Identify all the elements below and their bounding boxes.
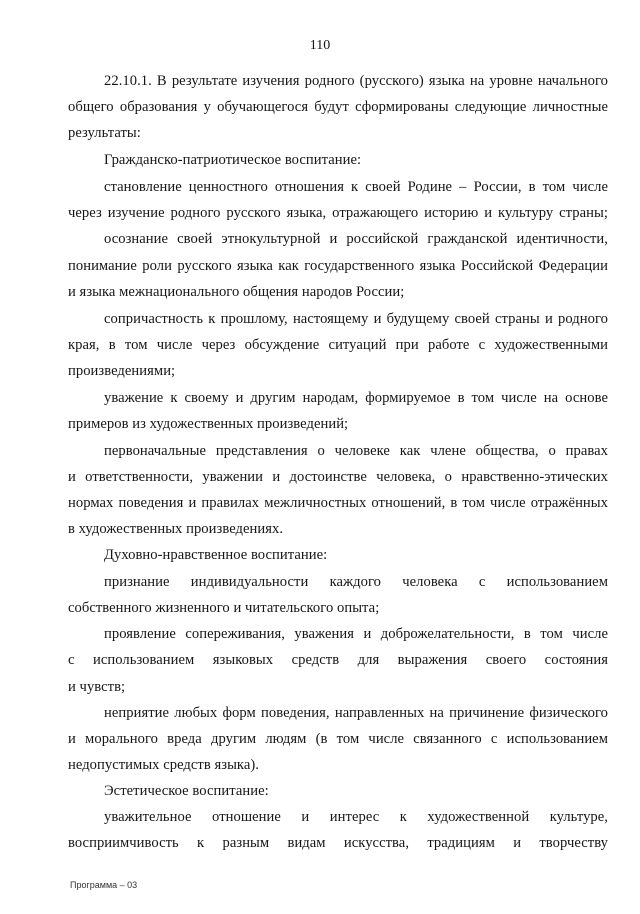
text-line: понимание роли русского языка как государственного языка Российской Федерации (68, 258, 608, 274)
text-line: 22.10.1. В результате изучения родного (русского) языка на уровне начального (104, 73, 608, 89)
text-line: уважительное отношение и интерес к художественной культуре, (104, 809, 608, 825)
text-line: недопустимых средств языка). (68, 757, 259, 773)
text-line: с использованием языковых средств для выражения своего состояния (68, 652, 608, 668)
text-line: и ответственности, уважении и достоинстве человека, о нравственно-этических (68, 469, 608, 485)
text-line: Гражданско-патриотическое воспитание: (104, 152, 362, 168)
text-line: становление ценностного отношения к своей Родине – России, в том числе (104, 179, 608, 195)
text-line: неприятие любых форм поведения, направленных на причинение физического (104, 705, 608, 721)
text-line: восприимчивость к разным видам искусства, традициям и творчеству (68, 835, 608, 851)
text-line: и языка межнационального общения народов России; (68, 284, 405, 300)
text-line: собственного жизненного и читательского опыта; (68, 600, 380, 616)
text-line: результаты: (68, 125, 141, 141)
page-number: 110 (309, 38, 331, 53)
text-line: общего образования у обучающегося будут сформированы следующие личностные (68, 99, 608, 115)
text-line: сопричастность к прошлому, настоящему и будущему своей страны и родного (104, 311, 608, 327)
page-footer: Программа – 03 (70, 880, 138, 890)
text-line: уважение к своему и другим народам, формируемое в том числе на основе (104, 390, 608, 406)
text-line: нормах поведения и правилах межличностных отношений, в том числе отражённых (68, 495, 608, 511)
text-line: и морального вреда другим людям (в том числе связанного с использованием (68, 731, 608, 747)
text-line: осознание своей этнокультурной и российской гражданской идентичности, (104, 231, 608, 247)
text-line: Духовно-нравственное воспитание: (104, 547, 328, 563)
text-line: в художественных произведениях. (68, 521, 284, 537)
text-line: края, в том числе через обсуждение ситуаций при работе с художественными (68, 337, 608, 353)
text-line: проявление сопереживания, уважения и доброжелательности, в том числе (104, 626, 608, 642)
text-line: Эстетическое воспитание: (104, 783, 269, 799)
text-line: первоначальные представления о человеке как члене общества, о правах (104, 443, 608, 459)
text-line: признание индивидуальности каждого человека с использованием (104, 574, 608, 590)
text-line: и чувств; (68, 679, 126, 695)
text-line: через изучение родного русского языка, отражающего историю и культуру страны; (68, 205, 608, 221)
text-line: произведениями; (68, 363, 176, 379)
text-line: примеров из художественных произведений; (68, 416, 349, 432)
